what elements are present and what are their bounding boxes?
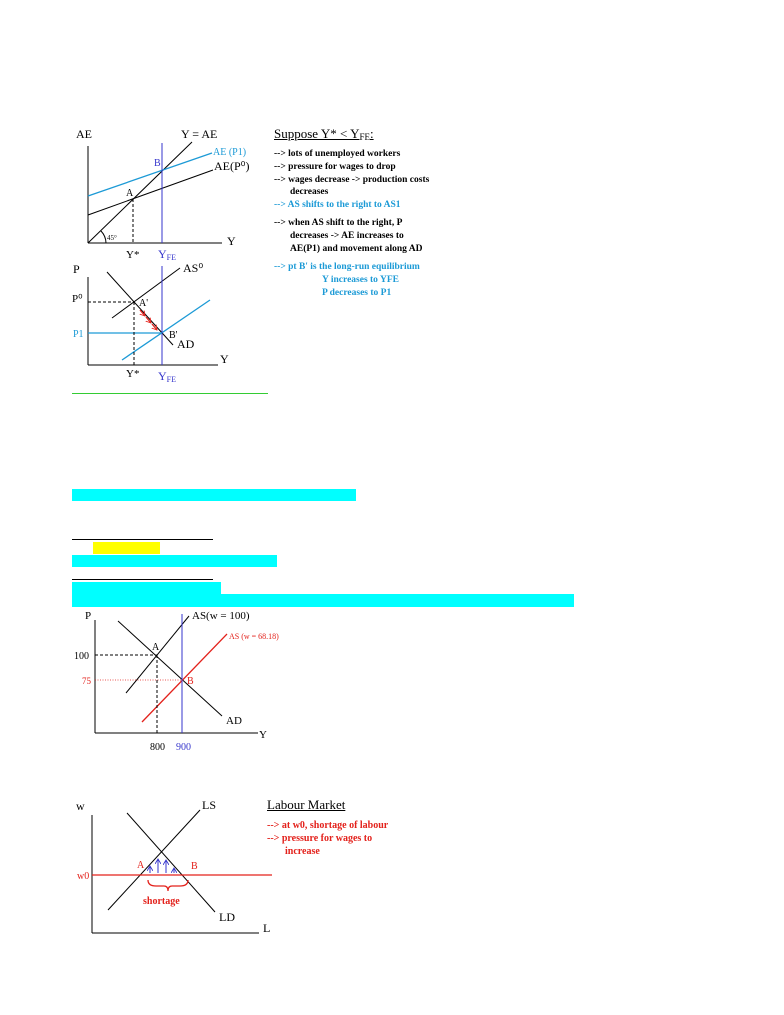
y-axis-label: Y	[259, 729, 267, 741]
point-a-label: A	[152, 642, 160, 653]
labour-market-diagram	[76, 798, 272, 935]
title-text: Suppose Y* < Y	[274, 126, 360, 141]
explanation-line: --> wages decrease -> production costs	[274, 175, 430, 185]
point-a-prime-label: A'	[139, 298, 149, 309]
y-star-label: Y*	[126, 249, 140, 261]
ae-p0-curve	[88, 170, 213, 215]
l-axis-label: L	[263, 921, 271, 935]
y-fe-subscript: FE	[166, 375, 177, 384]
green-separator	[72, 393, 268, 394]
labour-market-note: increase	[285, 846, 320, 857]
w-axis-label: w	[76, 799, 85, 813]
as1-curve	[122, 300, 210, 360]
ad-curve	[118, 621, 222, 716]
ae-axis-label: AE	[76, 127, 92, 141]
ad-label: AD	[226, 715, 242, 727]
highlight-bar	[72, 489, 356, 501]
y-fe-label	[158, 247, 176, 262]
ae-p1-curve	[88, 153, 212, 196]
underline-rule	[72, 579, 213, 580]
as-w6818-label: AS (w = 68.18)	[229, 632, 279, 641]
point-b-prime-label: B'	[169, 330, 178, 341]
line-45-label: Y = AE	[181, 127, 218, 141]
point-b-label: B	[191, 861, 198, 872]
explanation-line: --> pressure for wages to drop	[274, 162, 396, 172]
ls-label: LS	[202, 798, 217, 812]
ad-label: AD	[177, 337, 195, 351]
explanation-line: --> when AS shift to the right, P	[274, 218, 403, 228]
labour-market-title: Labour Market	[267, 797, 346, 812]
explanation-line: decreases	[290, 187, 329, 197]
explanation-line: AE(P1) and movement along AD	[290, 244, 423, 254]
angle-label: 45°	[107, 234, 117, 242]
y-axis-label: Y	[227, 234, 236, 248]
explanation-line: Y increases to YFE	[322, 275, 399, 285]
p-axis-label: P	[73, 262, 80, 276]
output-900-label: 900	[176, 742, 191, 753]
ad-as-diagram	[72, 261, 229, 384]
point-a-label: A	[126, 188, 134, 199]
p-axis-label: P	[85, 610, 92, 622]
labour-market-note: --> pressure for wages to	[267, 833, 373, 844]
underline-rule	[72, 539, 213, 540]
highlight-bar	[72, 582, 221, 594]
y-fe-main: Y	[158, 369, 167, 383]
explanation-line: --> pt B' is the long-run equilibrium	[274, 262, 420, 272]
point-b-label: B	[154, 158, 161, 169]
highlight-bar	[72, 555, 277, 567]
angle-arc	[101, 231, 106, 243]
explanation-line: --> lots of unemployed workers	[274, 149, 401, 159]
explanation-line: --> AS shifts to the right to AS1	[274, 200, 401, 210]
as0-label: AS⁰	[183, 261, 204, 275]
highlight-bar	[93, 542, 160, 554]
as-w100-label: AS(w = 100)	[192, 610, 250, 622]
y-axis-label: Y	[220, 352, 229, 366]
price-75-label: 75	[82, 676, 91, 686]
explanation-line: P decreases to P1	[322, 288, 392, 298]
explanation-title	[274, 126, 374, 141]
ae-diagram	[76, 127, 249, 262]
adjustment-arrows	[140, 310, 157, 330]
line-45-degree	[88, 142, 192, 243]
explanation-line: decreases -> AE increases to	[290, 231, 404, 241]
ls-curve	[108, 810, 200, 910]
point-a-label: A	[137, 860, 145, 871]
highlight-bar	[72, 594, 574, 607]
shortage-label: shortage	[143, 896, 180, 907]
wage-as-diagram	[74, 610, 279, 753]
y-fe-subscript: FE	[166, 253, 177, 262]
ae-p0-label: AE(P⁰)	[214, 159, 250, 173]
p1-label: P1	[73, 329, 84, 340]
as0-curve	[112, 268, 180, 318]
title-subscript: FE	[359, 132, 370, 142]
ae-p1-label: AE (P1)	[213, 147, 247, 158]
labour-market-note: --> at w0, shortage of labour	[267, 820, 389, 831]
output-800-label: 800	[150, 742, 165, 753]
title-colon: :	[369, 126, 374, 141]
ld-label: LD	[219, 910, 235, 924]
y-star-label: Y*	[126, 368, 140, 380]
p0-label: P⁰	[72, 293, 83, 305]
y-fe-label	[158, 369, 176, 384]
y-fe-main: Y	[158, 247, 167, 261]
w0-label: w0	[77, 871, 90, 882]
point-b-label: B	[187, 676, 194, 687]
price-100-label: 100	[74, 651, 89, 662]
shortage-brace	[148, 880, 188, 891]
